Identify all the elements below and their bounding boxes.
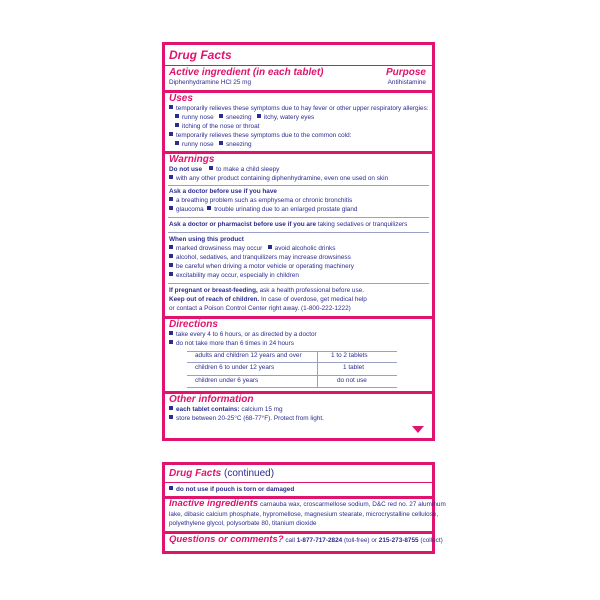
dosage-amount: 1 to 2 tablets: [331, 352, 368, 359]
divider: [165, 65, 432, 66]
uses-line: temporarily relieves these symptoms due to hay fever or other upper respiratory allergies:: [169, 105, 429, 113]
divider: [168, 217, 429, 218]
when-using-item: marked drowsiness may occur avoid alcoholic drinks: [169, 245, 335, 253]
drug-facts-continued-title: Drug Facts (continued): [169, 468, 275, 479]
ask-pharmacist: Ask a doctor or pharmacist before use if you are taking sedatives or tranquilizers: [169, 221, 408, 228]
when-using-heading: When using this product: [169, 236, 244, 243]
uses-items: runny nose sneezing: [175, 141, 252, 149]
poison-control: or contact a Poison Control Center right away. (1-800-222-1222): [169, 305, 351, 312]
inactive-ingredients-line: polyethylene glycol, polysorbate 80, titanium dioxide: [169, 520, 317, 527]
phone-toll-free[interactable]: 1-877-717-2824: [296, 537, 343, 544]
when-using-item: excitability may occur, especially in children: [169, 272, 299, 280]
uses-heading: Uses: [169, 93, 193, 104]
questions-line: Questions or comments? call 1-877-717-2824 (toll-free) or 215-273-8755 (collect): [169, 534, 443, 545]
divider: [165, 482, 432, 483]
do-not-use: Do not use to make a child sleepy: [169, 166, 280, 173]
divider: [168, 232, 429, 233]
inactive-heading: Inactive ingredients: [169, 498, 259, 509]
when-using-item: be careful when driving a motor vehicle or operating machinery: [169, 263, 354, 271]
divider: [168, 185, 429, 186]
continue-arrow-icon: [412, 426, 424, 433]
pregnancy-warning: If pregnant or breast-feeding, ask a health professional before use.: [169, 287, 365, 294]
ask-doctor-heading: Ask a doctor before use if you have: [169, 188, 277, 195]
drug-facts-panel: [162, 42, 435, 441]
ask-doctor-item: glaucoma trouble urinating due to an enlarged prostate gland: [169, 206, 357, 214]
phone-collect[interactable]: 215-273-8755: [378, 537, 419, 544]
uses-line: temporarily relieves these symptoms due to the common cold:: [169, 132, 351, 140]
pouch-warning: do not use if pouch is torn or damaged: [169, 486, 294, 494]
other-info-heading: Other information: [169, 394, 254, 405]
ask-doctor-item: a breathing problem such as emphysema or chronic bronchitis: [169, 197, 352, 205]
questions-heading: Questions or comments?: [169, 534, 284, 545]
when-using-item: alcohol, sedatives, and tranquilizers may increase drowsiness: [169, 254, 351, 262]
dosage-who: children 6 to under 12 years: [195, 364, 275, 371]
other-info-item: store between 20-25°C (68-77°F). Protect from light.: [169, 415, 324, 423]
drug-facts-title: Drug Facts: [169, 48, 232, 62]
warnings-heading: Warnings: [169, 154, 215, 165]
purpose-value: Antihistamine: [387, 79, 426, 86]
uses-items: runny nose sneezing itchy, watery eyes: [175, 114, 314, 122]
divider: [168, 283, 429, 284]
active-ingredient-value: Diphenhydramine HCl 25 mg: [169, 79, 252, 86]
directions-heading: Directions: [169, 319, 218, 330]
uses-item: itching of the nose or throat: [175, 123, 259, 131]
keep-out-of-reach: Keep out of reach of children. In case of overdose, get medical help: [169, 296, 367, 303]
other-info-item: each tablet contains: calcium 15 mg: [169, 406, 283, 414]
inactive-ingredients-line: lake, dibasic calcium phosphate, hypromellose, magnesium stearate, microcrystalline cellulose,: [169, 511, 439, 518]
drug-facts-continued-panel: [162, 462, 446, 554]
divider: [165, 90, 432, 93]
do-not-use: with any other product containing diphenhydramine, even one used on skin: [169, 175, 388, 183]
directions-item: do not take more than 6 times in 24 hours: [169, 340, 294, 348]
dosage-amount: do not use: [337, 377, 367, 384]
dosage-who: adults and children 12 years and over: [195, 352, 302, 359]
dosage-amount: 1 tablet: [343, 364, 364, 371]
inactive-ingredients: Inactive ingredients carnauba wax, croscarmellose sodium, D&C red no. 27 aluminum: [169, 498, 446, 509]
active-ingredient-heading: Active ingredient (in each tablet): [169, 67, 324, 78]
purpose-heading: Purpose: [385, 67, 426, 78]
dosage-who: children under 6 years: [195, 377, 259, 384]
directions-item: take every 4 to 6 hours, or as directed by a doctor: [169, 331, 317, 339]
